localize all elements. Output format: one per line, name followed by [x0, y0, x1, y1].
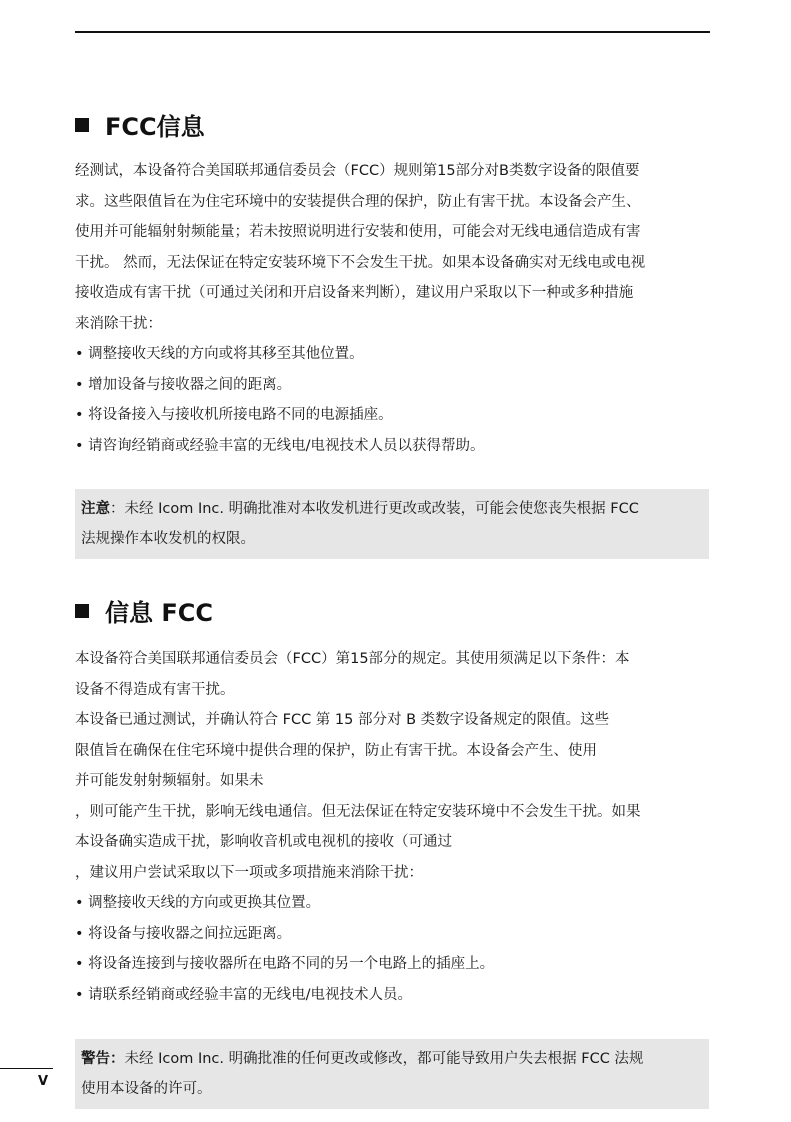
note-line: [81, 1044, 703, 1074]
paragraph-line: 设备不得造成有害干扰。: [75, 681, 235, 698]
section-title-text: FCC信息: [105, 113, 205, 141]
section-title-fcc-info: [75, 111, 205, 143]
section1-body: [75, 156, 715, 461]
square-bullet-icon: [75, 604, 89, 618]
note-label: 警告：: [81, 1051, 125, 1067]
note-line: [81, 494, 703, 524]
page-number: V: [38, 1074, 49, 1089]
paragraph-line: 干扰。 然而，无法保证在特定安装环境下不会发生干扰。如果本设备确实对无线电或电视: [75, 254, 646, 271]
caution-note-box: [75, 489, 709, 559]
paragraph-line: 本设备符合美国联邦通信委员会（FCC）第15部分的规定。其使用须满足以下条件：本: [75, 651, 630, 667]
section-title-info-fcc: [75, 597, 213, 629]
paragraph-line: ，建议用户尝试采取以下一项或多项措施来消除干扰：: [75, 864, 423, 881]
paragraph-line: ，则可能产生干扰，影响无线电通信。但无法保证在特定安装环境中不会发生干扰。如果: [75, 803, 641, 820]
paragraph-line: 求。这些限值旨在为住宅环境中的安装提供合理的保护，防止有害干扰。本设备会产生、: [75, 193, 641, 210]
paragraph-line: 限值旨在确保在住宅环境中提供合理的保护，防止有害干扰。本设备会产生、使用: [75, 742, 597, 759]
bullet-item: • 请咨询经销商或经验丰富的无线电/电视技术人员以获得帮助。: [75, 431, 715, 462]
bullet-item: • 将设备接入与接收机所接电路不同的电源插座。: [75, 400, 715, 431]
warning-note-box: [75, 1039, 709, 1109]
note-line: 使用本设备的许可。: [81, 1081, 212, 1097]
square-bullet-icon: [75, 118, 89, 132]
section2-body: [75, 644, 715, 1010]
paragraph-line: 来消除干扰：: [75, 315, 162, 332]
paragraph-line: 经测试，本设备符合美国联邦通信委员会（FCC）规则第15部分对B类数字设备的限值要: [75, 163, 640, 179]
bullet-item: • 请联系经销商或经验丰富的无线电/电视技术人员。: [75, 980, 715, 1011]
paragraph-line: 接收造成有害干扰（可通过关闭和开启设备来判断），建议用户采取以下一种或多种措施: [75, 285, 634, 301]
paragraph-line: 本设备已通过测试，并确认符合 FCC 第 15 部分对 B 类数字设备规定的限值。这些: [75, 712, 610, 728]
footer-rule: [0, 1068, 53, 1069]
bullet-item: • 将设备连接到与接收器所在电路不同的另一个电路上的插座上。: [75, 949, 715, 980]
section-title-text: 信息 FCC: [105, 599, 213, 627]
paragraph-line: 使用并可能辐射射频能量；若未按照说明进行安装和使用，可能会对无线电通信造成有害: [75, 224, 641, 240]
note-text: 未经 Icom Inc. 明确批准的任何更改或修改，都可能导致用户失去根据 FCC 法规: [124, 1051, 644, 1067]
note-label: 注意: [81, 501, 110, 517]
bullet-item: • 调整接收天线的方向或将其移至其他位置。: [75, 339, 715, 370]
note-line: 法规操作本收发机的权限。: [81, 531, 255, 547]
bullet-item: • 将设备与接收器之间拉远距离。: [75, 919, 715, 950]
top-rule: [75, 31, 710, 33]
paragraph-line: 本设备确实造成干扰，影响收音机或电视机的接收（可通过: [75, 834, 452, 850]
bullet-item: • 增加设备与接收器之间的距离。: [75, 370, 715, 401]
note-text: ：未经 Icom Inc. 明确批准对本收发机进行更改或改装，可能会使您丧失根据 FCC: [110, 501, 639, 517]
bullet-item: • 调整接收天线的方向或更换其位置。: [75, 888, 715, 919]
paragraph-line: 并可能发射射频辐射。如果未: [75, 773, 264, 789]
